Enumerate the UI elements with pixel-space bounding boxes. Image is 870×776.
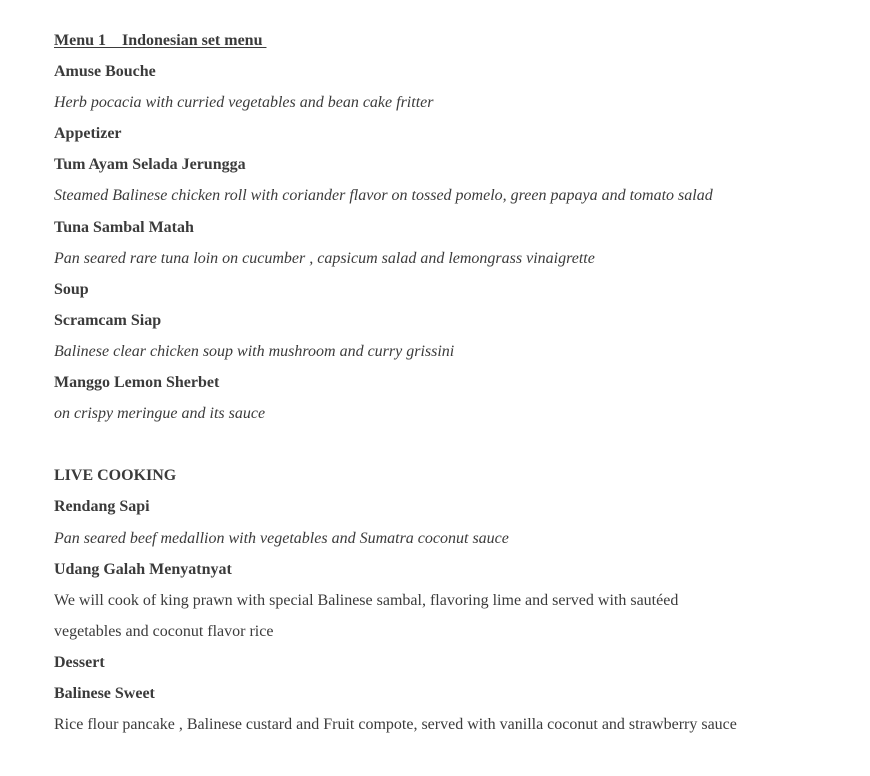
menu-heading: Udang Galah Menyatnyat: [54, 560, 232, 578]
menu-heading: Appetizer: [54, 125, 122, 143]
menu-description: Steamed Balinese chicken roll with coriander flavor on tossed pomelo, green papaya and tomato salad: [54, 187, 713, 205]
menu-description: Pan seared beef medallion with vegetables and Sumatra coconut sauce: [54, 529, 509, 547]
menu-description: Balinese clear chicken soup with mushroom and curry grissini: [54, 342, 455, 360]
menu-heading: Amuse Bouche: [54, 63, 156, 81]
menu-heading: Balinese Sweet: [54, 684, 155, 702]
menu-description: Rice flour pancake , Balinese custard and Fruit compote, served with vanilla coconut and strawberry sauce: [54, 716, 737, 734]
spacer: [54, 429, 854, 460]
menu-heading: LIVE COOKING: [54, 467, 177, 485]
menu-heading: Dessert: [54, 653, 105, 671]
menu-heading: Manggo Lemon Sherbet: [54, 374, 220, 392]
menu-description: on crispy meringue and its sauce: [54, 405, 266, 423]
menu-description: We will cook of king prawn with special Balinese sambal, flavoring lime and served with sautéed: [54, 591, 679, 609]
menu-description: vegetables and coconut flavor rice: [54, 622, 274, 640]
menu-lines: [54, 56, 854, 740]
menu-heading: Rendang Sapi: [54, 498, 150, 516]
menu-description: Pan seared rare tuna loin on cucumber , capsicum salad and lemongrass vinaigrette: [54, 249, 595, 267]
menu-heading: Tum Ayam Selada Jerungga: [54, 156, 246, 174]
menu-heading: Scramcam Siap: [54, 311, 162, 329]
menu-description: Herb pocacia with curried vegetables and bean cake fritter: [54, 94, 434, 112]
menu-heading: Tuna Sambal Matah: [54, 218, 194, 236]
menu-heading: Soup: [54, 280, 89, 298]
menu-document: [54, 25, 854, 740]
menu-title: Menu 1 Indonesian set menu: [54, 32, 267, 49]
